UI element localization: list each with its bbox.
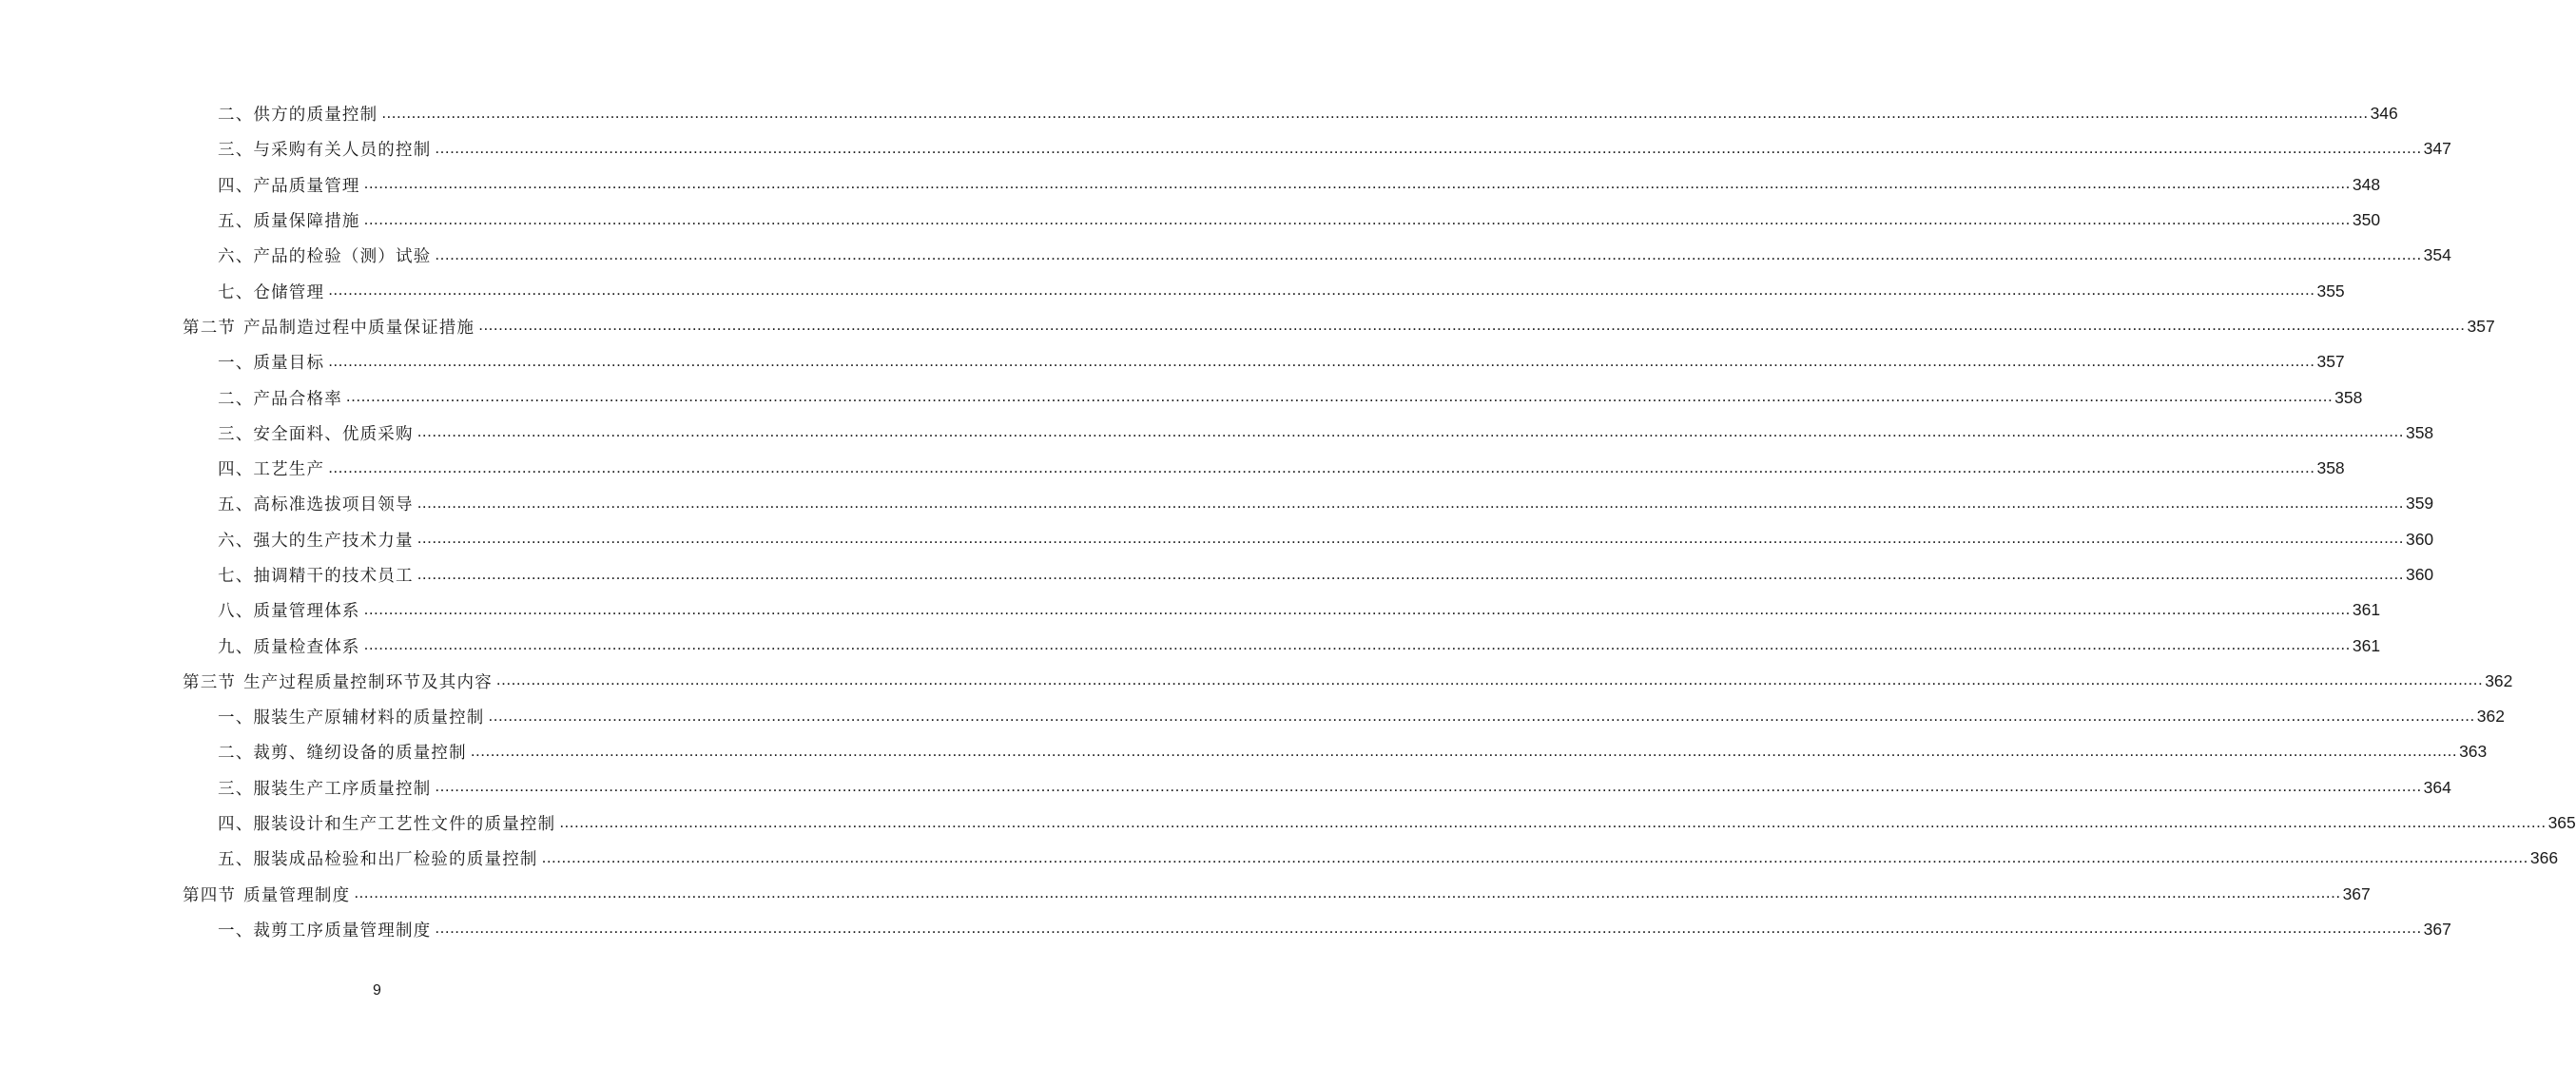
toc-entry-title <box>218 421 414 445</box>
toc-entry[interactable] <box>0 486 2434 521</box>
toc-entry[interactable] <box>0 131 2451 166</box>
toc-page-number: 361 <box>2352 635 2381 655</box>
toc-leader-dots: ................................................................................................................................................................................................................................................................................................................................................................................................................ <box>416 493 2404 512</box>
toc-section-number: 第二节 <box>183 318 237 338</box>
toc-entry-title <box>183 883 350 906</box>
toc-page-number: 361 <box>2352 600 2381 620</box>
toc-page-number: 347 <box>2423 139 2451 159</box>
toc-section-entry[interactable] <box>0 309 2495 344</box>
toc-page-number: 365 <box>2547 813 2576 833</box>
toc-leader-dots: ................................................................................................................................................................................................................................................................................................................................................................................................................ <box>435 138 2422 157</box>
toc-entry-label: 一、裁剪工序质量管理制度 <box>218 921 432 941</box>
toc-page-number: 357 <box>2467 316 2495 336</box>
toc-entry-title <box>218 598 360 622</box>
toc-entry[interactable] <box>0 592 2381 628</box>
toc-page-number: 357 <box>2316 352 2345 372</box>
toc-page-number: 350 <box>2352 210 2381 230</box>
toc-entry-title <box>218 634 360 658</box>
toc-page-number: 358 <box>2316 458 2345 478</box>
toc-entry-label: 二、产品合格率 <box>218 389 342 409</box>
toc-entry[interactable] <box>0 344 2345 379</box>
toc-entry-label: 四、服装设计和生产工艺性文件的质量控制 <box>218 815 556 835</box>
toc-entry[interactable] <box>0 628 2381 663</box>
toc-entry[interactable] <box>0 912 2451 947</box>
toc-leader-dots: ................................................................................................................................................................................................................................................................................................................................................................................................................ <box>541 847 2528 866</box>
toc-entry-title <box>218 350 324 374</box>
toc-entry-title <box>218 563 414 587</box>
toc-entry-title <box>218 102 378 126</box>
toc-entry-label: 五、质量保障措施 <box>218 212 360 232</box>
toc-leader-dots: ................................................................................................................................................................................................................................................................................................................................................................................................................ <box>416 529 2404 548</box>
toc-entry-label: 一、质量目标 <box>218 354 325 374</box>
toc-section-number: 第四节 <box>183 885 237 905</box>
toc-entry[interactable] <box>0 167 2381 203</box>
toc-entry-label: 三、服装生产工序质量控制 <box>218 779 432 799</box>
toc-entry-label: 五、高标准选拔项目领导 <box>218 495 414 515</box>
toc-entry-label: 七、抽调精干的技术员工 <box>218 567 414 586</box>
toc-page-number: 348 <box>2352 174 2381 194</box>
toc-entry-label: 二、供方的质量控制 <box>218 106 378 126</box>
toc-entry-title <box>218 776 431 800</box>
toc-entry-title <box>218 386 342 410</box>
toc-entry-label: 九、质量检查体系 <box>218 637 360 657</box>
toc-leader-dots: ................................................................................................................................................................................................................................................................................................................................................................................................................ <box>363 635 2351 654</box>
toc-entry-label: 三、安全面料、优质采购 <box>218 424 414 444</box>
toc-leader-dots: ................................................................................................................................................................................................................................................................................................................................................................................................................ <box>495 670 2484 689</box>
toc-page-number: 360 <box>2405 565 2434 584</box>
toc-entry-title <box>218 173 360 197</box>
toc-entry-label: 七、仓储管理 <box>218 282 325 302</box>
toc-entry[interactable] <box>0 805 2576 841</box>
toc-section-number: 第三节 <box>183 672 237 692</box>
toc-entry-title <box>218 280 324 303</box>
toc-entry-title <box>218 243 431 267</box>
toc-entry[interactable] <box>0 699 2505 734</box>
toc-leader-dots: ................................................................................................................................................................................................................................................................................................................................................................................................................ <box>488 706 2475 725</box>
toc-entry-title <box>218 846 538 870</box>
toc-entry-title <box>218 208 360 232</box>
toc-entry[interactable] <box>0 96 2398 131</box>
toc-section-entry[interactable] <box>0 664 2513 699</box>
page-number: 9 <box>373 982 381 999</box>
toc-entry-title <box>218 492 414 515</box>
toc-page-number: 358 <box>2334 387 2363 407</box>
toc-entry-title <box>218 137 431 161</box>
toc-section-entry[interactable] <box>0 877 2371 912</box>
toc-page-number: 354 <box>2423 245 2451 265</box>
toc-entry-title <box>218 528 414 552</box>
toc-entry[interactable] <box>0 522 2434 557</box>
toc-entry-label: 六、强大的生产技术力量 <box>218 531 414 551</box>
toc-leader-dots: ................................................................................................................................................................................................................................................................................................................................................................................................................ <box>435 777 2422 796</box>
toc-entry[interactable] <box>0 238 2451 273</box>
toc-entry-title <box>183 669 493 693</box>
toc-entry-label: 一、服装生产原辅材料的质量控制 <box>218 708 485 728</box>
toc-entry-label: 三、与采购有关人员的控制 <box>218 141 432 161</box>
toc-page-number: 364 <box>2423 777 2451 797</box>
toc-leader-dots: ................................................................................................................................................................................................................................................................................................................................................................................................................ <box>416 564 2404 583</box>
toc-page-number: 362 <box>2476 707 2505 727</box>
toc-entry-title <box>183 315 475 339</box>
toc-entry[interactable] <box>0 203 2381 238</box>
toc-entry-title <box>218 811 555 835</box>
toc-page-number: 346 <box>2370 104 2398 124</box>
toc-page-number: 355 <box>2316 281 2345 301</box>
toc-leader-dots: ................................................................................................................................................................................................................................................................................................................................................................................................................ <box>416 422 2404 441</box>
toc-entry-label: 产品制造过程中质量保证措施 <box>243 318 475 338</box>
toc-leader-dots: ................................................................................................................................................................................................................................................................................................................................................................................................................ <box>470 741 2458 760</box>
toc-entry[interactable] <box>0 734 2488 769</box>
toc-entry[interactable] <box>0 841 2559 876</box>
toc-page-number: 358 <box>2405 422 2434 442</box>
toc-leader-dots: ................................................................................................................................................................................................................................................................................................................................................................................................................ <box>354 883 2341 902</box>
toc-leader-dots: ................................................................................................................................................................................................................................................................................................................................................................................................................ <box>328 457 2315 476</box>
toc-entry[interactable] <box>0 770 2451 805</box>
toc-entry-label: 四、工艺生产 <box>218 460 325 480</box>
toc-page-number: 367 <box>2423 919 2451 939</box>
toc-leader-dots: ................................................................................................................................................................................................................................................................................................................................................................................................................ <box>435 244 2422 263</box>
toc-leader-dots: ................................................................................................................................................................................................................................................................................................................................................................................................................ <box>363 599 2351 618</box>
toc-page-number: 362 <box>2485 670 2513 690</box>
toc-entry-title <box>218 740 467 764</box>
table-of-contents <box>0 96 2576 947</box>
toc-entry-label: 四、产品质量管理 <box>218 176 360 196</box>
toc-entry[interactable] <box>0 451 2345 486</box>
toc-leader-dots: ................................................................................................................................................................................................................................................................................................................................................................................................................ <box>363 209 2351 228</box>
toc-page-number: 366 <box>2529 848 2559 868</box>
toc-entry-label: 五、服装成品检验和出厂检验的质量控制 <box>218 850 538 870</box>
toc-page-number: 360 <box>2405 529 2434 549</box>
toc-leader-dots: ................................................................................................................................................................................................................................................................................................................................................................................................................ <box>363 174 2351 193</box>
toc-entry[interactable] <box>0 416 2434 451</box>
toc-page-number: 363 <box>2459 742 2488 762</box>
toc-entry-label: 质量管理制度 <box>243 885 351 905</box>
toc-leader-dots: ................................................................................................................................................................................................................................................................................................................................................................................................................ <box>381 103 2369 122</box>
toc-entry-label: 八、质量管理体系 <box>218 602 360 622</box>
toc-leader-dots: ................................................................................................................................................................................................................................................................................................................................................................................................................ <box>435 919 2422 938</box>
toc-leader-dots: ................................................................................................................................................................................................................................................................................................................................................................................................................ <box>478 316 2466 335</box>
toc-page-number: 367 <box>2342 883 2371 903</box>
toc-entry[interactable] <box>0 557 2434 592</box>
toc-page-number: 359 <box>2405 494 2434 514</box>
toc-entry-title <box>218 456 324 480</box>
toc-leader-dots: ................................................................................................................................................................................................................................................................................................................................................................................................................ <box>328 281 2315 300</box>
toc-entry-title <box>218 705 485 728</box>
toc-entry[interactable] <box>0 273 2345 308</box>
toc-leader-dots: ................................................................................................................................................................................................................................................................................................................................................................................................................ <box>559 812 2547 831</box>
toc-entry-label: 二、裁剪、缝纫设备的质量控制 <box>218 744 467 764</box>
toc-entry-label: 生产过程质量控制环节及其内容 <box>243 672 493 692</box>
toc-leader-dots: ................................................................................................................................................................................................................................................................................................................................................................................................................ <box>345 387 2334 406</box>
toc-leader-dots: ................................................................................................................................................................................................................................................................................................................................................................................................................ <box>328 351 2315 370</box>
toc-entry-label: 六、产品的检验（测）试验 <box>218 247 432 267</box>
toc-entry-title <box>218 918 431 941</box>
toc-entry[interactable] <box>0 379 2363 415</box>
